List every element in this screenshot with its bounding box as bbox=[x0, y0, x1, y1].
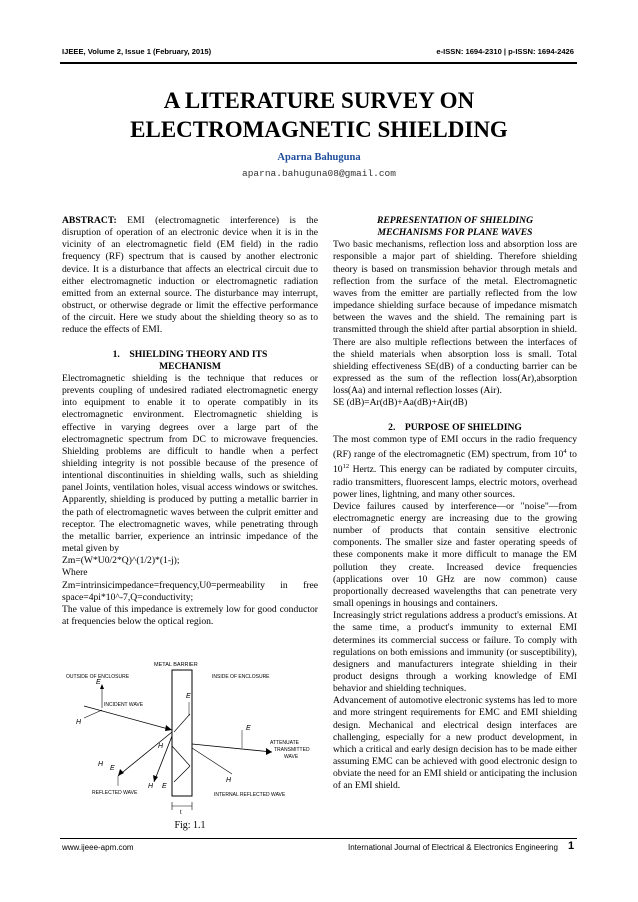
formula-definitions: Zm=intrinsicimpedance=frequency,U0=permeability in free space=4pi*10^-7,Q=conductivity; bbox=[62, 579, 318, 603]
footer-journal-name: International Journal of Electrical & Electronics Engineering bbox=[348, 843, 558, 852]
representation-paragraph: Two basic mechanisms, reflection loss and absorption loss are responsible a major part of shielding. Therefore shielding theory is based on transmission behavior through metals and reflection from the surface of the metal. Electromagnetic waves from the emitter are partially reflected from the low impedance shielding surface because of impedance mismatch between the waves and the shield. The remaining part is transmitted through the shield after partial absorption in shield. There are also multiple reflections between the interfaces of the shield materials when absorption loss is small. Total shielding effectiveness SE(dB) of a conducting barrier can be expressed as the sum of the reflection loss(Ar),absorption loss(Aa) and internal reflection losses (Air). bbox=[333, 239, 577, 397]
internal-reflected-label: INTERNAL REFLECTED WAVE bbox=[214, 792, 286, 798]
internal-right-hx-symbol: H bbox=[226, 777, 232, 784]
abstract-paragraph bbox=[62, 215, 318, 337]
reflected-wave-arrow-1 bbox=[118, 732, 172, 776]
transmitted-ey-symbol: E bbox=[246, 725, 251, 732]
se-formula: SE (dB)=Ar(dB)+Aa(dB)+Air(dB) bbox=[333, 397, 468, 409]
inside-enclosure-label: INSIDE OF ENCLOSURE bbox=[212, 674, 270, 680]
representation-heading bbox=[333, 215, 577, 239]
purpose-paragraph-4: Advancement of automotive electronic systems has led to more and more stringent requirements for EMC and EMI shielding design. Mechanical and electrical design interfaces are challenging, especially for a new product development, in which a critical and early design decision has to be made either assuming EMC can be achieved with good electronic design to obviate the need for an EMI shield or anticipating the inclusion of an EMI shield. bbox=[333, 695, 577, 792]
title-line-2: ELECTROMAGNETIC SHIELDING bbox=[130, 117, 508, 142]
purpose-paragraph-3: Increasingly strict regulations address a product's emissions. At the same time, a product's immunity to external EMI determines its commercial success or failure. To comply with regulations on both emissions and immunity (or susceptibility), designers and manufacturers integrate shielding in their product designs through a working knowledge of EMI behavior and shielding techniques. bbox=[333, 610, 577, 695]
incident-hx-symbol: H bbox=[76, 719, 82, 726]
shielding-diagram bbox=[62, 658, 318, 816]
issn-header: e-ISSN: 1694-2310 | p-ISSN: 1694-2426 bbox=[436, 47, 574, 56]
abstract-label: ABSTRACT: bbox=[62, 215, 117, 226]
reflected-ey-symbol: E bbox=[110, 765, 115, 772]
inside-hx-symbol: H bbox=[158, 743, 164, 750]
section-1-heading bbox=[62, 349, 318, 373]
incident-ey-symbol: E bbox=[96, 679, 101, 686]
exponent-4: 4 bbox=[563, 447, 567, 455]
reflected-wave-label: REFLECTED WAVE bbox=[92, 790, 138, 796]
section-1-heading-line-2: MECHANISM bbox=[159, 360, 221, 372]
outside-enclosure-label: OUTSIDE OF ENCLOSURE bbox=[66, 674, 130, 680]
inside-ey-symbol: E bbox=[186, 693, 191, 700]
figure-caption: Fig: 1.1 bbox=[174, 820, 206, 831]
internal-ey-symbol: E bbox=[162, 783, 167, 790]
shielding-theory-paragraph: Electromagnetic shielding is the technique that reduces or prevents coupling of undesired radiated electromagnetic energy into equipment to enable it to operate compatibly in its electromagnetic environment. Electromagnetic shielding is effective in varying degrees over a large part of the electromagnetic spectrum from DC to microwave frequencies. Shielding problems are difficult to handle when a perfect shielding integrity is not possible because of the presence of intentional discontinuities in shielding walls, such as shielding panel Joints, ventilation holes, visual access windows or switches. Apparently, shielding is produced by putting a metallic barrier in the path of electromagnetic waves between the culprit emitter and receptor. The electromagnetic waves, while penetrating through the metallic barrier, experience an intrinsic impedance of the metal given by bbox=[62, 372, 318, 555]
metal-barrier-label: METAL BARRIER bbox=[154, 662, 198, 668]
impedance-note-paragraph: The value of this impedance is extremely low for good conductor at frequencies below the optical region. bbox=[62, 603, 318, 627]
journal-issue-header: IJEEE, Volume 2, Issue 1 (February, 2015) bbox=[62, 47, 212, 56]
reflected-hx-symbol: H bbox=[98, 761, 104, 768]
representation-heading-line-2: MECHANISMS FOR PLANE WAVES bbox=[377, 227, 533, 239]
left-column bbox=[62, 215, 318, 628]
representation-heading-line-1: REPRESENTATION OF SHIELDING bbox=[376, 215, 534, 226]
impedance-formula: Zm=(W*U0/2*Q)^(1/2)*(1-j); bbox=[62, 555, 180, 567]
purpose-paragraph-2: Device failures caused by interference—or "noise"—from electromagnetic energy are increasing due to the growing number of products that contain sensitive electronic components. The smaller size and faster operating speeds of these components make it more difficult to manage the EM pollution they create. Increased device frequencies (applications over 10 GHz are now common) cause proportionally decreased wavelengths that can penetrate very small openings in housings and containers. bbox=[333, 500, 577, 610]
purpose-paragraph-1: The most common type of EMI occurs in the radio frequency (RF) range of the electromagnetic (EM) spectrum, from $10^4$ to $10^{12}$ Hertz. This energy can be radiated by computer circuits, radio transmitters, fluorescent lamps, electric motors, overhead power lines, lightning, and many other sources. bbox=[333, 433, 577, 500]
incident-wave-label: INCIDENT WAVE bbox=[104, 702, 144, 708]
shielding-figure bbox=[62, 658, 318, 816]
incident-wave-arrow bbox=[84, 706, 172, 730]
header-rule bbox=[60, 62, 577, 64]
footer-rule bbox=[60, 838, 577, 839]
where-label: Where bbox=[62, 567, 88, 579]
attenuate-label-3: WAVE bbox=[284, 754, 299, 760]
section-2-heading: 2. PURPOSE OF SHIELDING bbox=[388, 421, 522, 433]
thickness-label: t bbox=[180, 810, 182, 816]
author-name: Aparna Bahuguna bbox=[277, 152, 361, 163]
footer-website-link[interactable]: www.ijeee-apm.com bbox=[62, 843, 134, 852]
transmitted-wave-arrow bbox=[192, 744, 272, 752]
title-line-1: A LITERATURE SURVEY ON bbox=[163, 88, 475, 113]
author-email[interactable]: aparna.bahuguna08@gmail.com bbox=[242, 168, 396, 179]
page-number: 1 bbox=[568, 840, 575, 852]
incident-arrowhead bbox=[165, 725, 172, 731]
abstract-text: EMI (electromagnetic interference) is the disruption of operation of an electronic device when it is in the vicinity of an electromagnetic field (EM field) in the radio frequency (RF) spectrum that is caused by another electronic device. It is a disturbance that affects an electrical circuit due to either electromagnetic induction or electromagnetic radiation emitted from an external source. The disturbance may interrupt, obstruct, or otherwise degrade or limit the effective performance of the circuit. Here we study about the shielding theory so as to reduce the effects of EMI. bbox=[62, 215, 318, 336]
right-column bbox=[333, 215, 577, 793]
metal-barrier-shape bbox=[172, 670, 192, 796]
internal-hx-symbol: H bbox=[148, 783, 154, 790]
exponent-12: 12 bbox=[342, 463, 350, 471]
attenuate-label-1: ATTENUATE bbox=[270, 740, 299, 746]
paper-title bbox=[0, 86, 638, 144]
section-1-heading-line-1: 1. SHIELDING THEORY AND ITS bbox=[112, 348, 268, 360]
attenuate-label-2: TRANSMITTED bbox=[274, 747, 310, 753]
